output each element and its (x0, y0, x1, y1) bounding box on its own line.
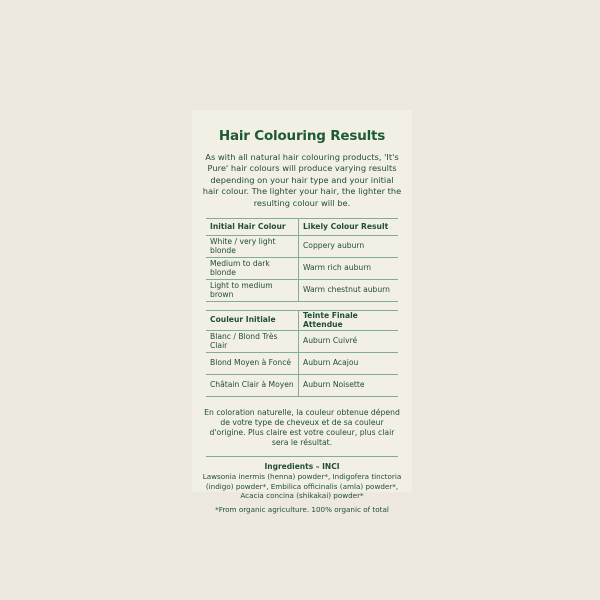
table-row (206, 375, 398, 397)
table-cell: Blond Moyen à Foncé (206, 353, 299, 375)
column-header: Couleur Initiale (206, 311, 299, 331)
table-cell: Auburn Noisette (299, 375, 399, 397)
ingredients-heading: Ingredients – INCI (264, 462, 340, 472)
divider (206, 456, 398, 457)
column-header: Initial Hair Colour (206, 219, 299, 236)
product-info-card (192, 110, 412, 514)
table-row (206, 236, 398, 258)
colour-results-table-en (206, 218, 398, 302)
table-row (206, 280, 398, 302)
column-header: Likely Colour Result (299, 219, 399, 236)
table-cell: Coppery auburn (299, 236, 399, 258)
table-cell: Auburn Cuivré (299, 331, 399, 353)
table-header-row (206, 311, 398, 331)
table-cell: Auburn Acajou (299, 353, 399, 375)
organic-footnote: *From organic agriculture. 100% organic of total (215, 504, 389, 514)
table-row (206, 258, 398, 280)
table-cell: White / very light blonde (206, 236, 299, 258)
table-cell: Warm rich auburn (299, 258, 399, 280)
intro-text: As with all natural hair colouring products, 'It's Pure' hair colours will produce varying results depending on your hair type and your initial hair colour. The lighter your hair, the lighter the resulting colour will be. (202, 152, 402, 208)
table-cell: Light to medium brown (206, 280, 299, 302)
colour-results-table-fr (206, 310, 398, 397)
ingredients-list: Lawsonia inermis (henna) powder*, Indigofera tinctoria (indigo) powder*, Embilica officinalis (amla) powder*, Acacia concina (shikakai) powder* (202, 472, 402, 501)
french-note: En coloration naturelle, la couleur obtenue dépend de votre type de cheveux et de sa couleur d'origine. Plus claire est votre couleur, plus clair sera le résultat. (204, 408, 400, 448)
table-cell: Warm chestnut auburn (299, 280, 399, 302)
table-row (206, 331, 398, 353)
table-cell: Medium to dark blonde (206, 258, 299, 280)
table-header-row (206, 219, 398, 236)
table-cell: Châtain Clair à Moyen (206, 375, 299, 397)
column-header: Teinte Finale Attendue (299, 311, 399, 331)
table-row (206, 353, 398, 375)
table-cell: Blanc / Blond Très Clair (206, 331, 299, 353)
page-title: Hair Colouring Results (218, 128, 386, 144)
